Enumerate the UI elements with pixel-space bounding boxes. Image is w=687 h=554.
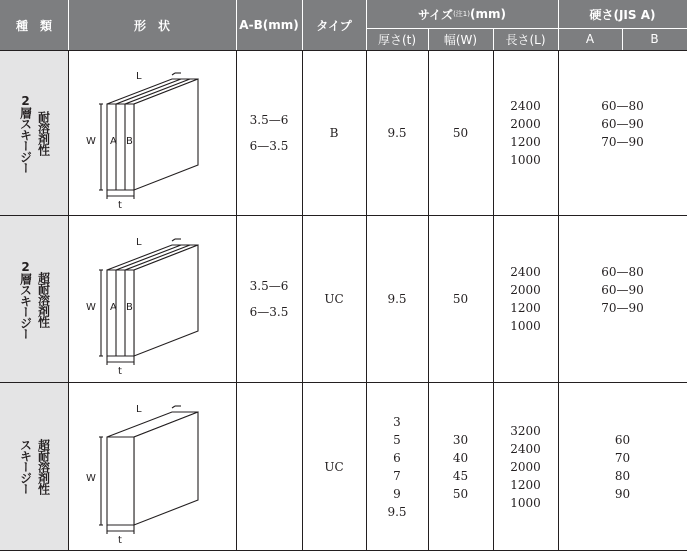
hardness-cell	[558, 383, 687, 550]
type-label: 耐溶剤性	[36, 111, 51, 155]
hardness-value: 60	[614, 432, 631, 447]
hardness-value: 60—80	[601, 265, 644, 279]
length-value: 1000	[510, 495, 541, 510]
header-divider	[302, 0, 303, 50]
thickness-value: 3	[393, 414, 401, 429]
label-t: t	[118, 366, 122, 377]
label-W: W	[86, 302, 96, 313]
type-cell	[0, 383, 68, 550]
hardness-cell	[558, 207, 687, 373]
thickness-value: 9	[393, 486, 401, 501]
thickness-value: 9.5	[387, 504, 407, 519]
thickness-cell	[366, 383, 428, 550]
length-cell	[493, 51, 558, 215]
header-hard-b: B	[622, 28, 687, 50]
length-value: 1200	[510, 301, 541, 315]
header-type: 種 類	[0, 0, 68, 50]
hardness-value: 90	[614, 486, 631, 501]
header-ab: A-B(mm)	[236, 0, 302, 50]
thickness-cell: 9.5	[387, 126, 407, 140]
label-A: A	[110, 302, 117, 313]
row-divider	[0, 50, 687, 51]
type-label: 2層スキージー	[18, 259, 33, 339]
label-L: L	[136, 237, 142, 248]
header-size-main: サイズ	[418, 7, 454, 22]
length-value: 2400	[510, 441, 541, 456]
column-divider	[493, 50, 494, 551]
header-taipu: タイプ	[302, 0, 366, 50]
header-divider	[428, 28, 429, 50]
header-divider	[68, 0, 69, 50]
type-label: 2層スキージー	[18, 93, 33, 173]
ab-value: 6—3.5	[249, 305, 289, 319]
length-value: 2000	[510, 283, 541, 297]
length-value: 1000	[510, 319, 541, 333]
hardness-cell	[558, 42, 687, 206]
single-layer-squeegee-diagram	[69, 383, 236, 550]
header-divider	[493, 28, 494, 50]
hardness-value: 60—90	[601, 283, 644, 297]
header-shape: 形 状	[68, 0, 236, 50]
hardness-value: 60—90	[601, 117, 644, 131]
type-label: 超耐溶剤性	[36, 439, 51, 494]
shape-diagram	[69, 51, 236, 215]
length-value: 1200	[510, 477, 541, 492]
width-value: 30	[452, 432, 469, 447]
header-length: 長さ(L)	[493, 28, 558, 50]
shape-diagram	[69, 383, 236, 550]
header-thickness: 厚さ(t)	[366, 28, 428, 50]
length-value: 2400	[510, 99, 541, 113]
width-cell	[428, 383, 493, 550]
hardness-value: 60—80	[601, 99, 644, 113]
hardness-value: 70	[614, 450, 631, 465]
header-hardness: 硬さ(JIS A)	[558, 0, 687, 28]
width-value: 45	[452, 468, 469, 483]
taipu-cell: UC	[324, 459, 344, 474]
row-divider	[0, 215, 687, 216]
type-label: スキージー	[18, 439, 33, 494]
thickness-cell: 9.5	[387, 292, 407, 306]
length-value: 3200	[510, 423, 541, 438]
header-size-note: (注1)	[453, 10, 470, 18]
hardness-value: 80	[614, 468, 631, 483]
column-divider	[68, 50, 69, 551]
column-divider	[302, 50, 303, 551]
length-value: 1000	[510, 153, 541, 167]
length-value: 2000	[510, 459, 541, 474]
thickness-value: 7	[393, 468, 401, 483]
thickness-value: 6	[393, 450, 401, 465]
taipu-cell: B	[329, 126, 339, 140]
label-t: t	[118, 200, 122, 211]
taipu-cell: UC	[324, 292, 344, 306]
ab-value: 6—3.5	[249, 139, 289, 153]
width-value: 50	[452, 486, 469, 501]
label-W: W	[86, 473, 96, 484]
ab-value: 3.5—6	[249, 279, 289, 293]
column-divider	[428, 50, 429, 551]
length-cell	[493, 216, 558, 382]
length-value: 1200	[510, 135, 541, 149]
hardness-value: 70—90	[601, 135, 644, 149]
width-cell: 50	[452, 292, 469, 306]
ab-cell	[236, 216, 302, 382]
length-cell	[493, 383, 558, 550]
column-divider	[558, 50, 559, 551]
shape-diagram	[69, 216, 236, 382]
header-width: 幅(W)	[428, 28, 493, 50]
label-B: B	[126, 302, 133, 313]
thickness-value: 5	[393, 432, 401, 447]
header-divider	[366, 0, 367, 50]
hardness-value: 70—90	[601, 301, 644, 315]
header-hard-a: A	[558, 28, 622, 50]
label-L: L	[136, 71, 142, 82]
width-value: 40	[452, 450, 469, 465]
header-divider	[366, 28, 687, 29]
header-divider	[236, 0, 237, 50]
length-value: 2400	[510, 265, 541, 279]
ab-cell	[236, 51, 302, 215]
type-cell	[0, 51, 68, 215]
label-t: t	[118, 535, 122, 546]
ab-value: 3.5—6	[249, 113, 289, 127]
label-L: L	[136, 404, 142, 415]
type-label: 超耐溶剤性	[36, 271, 51, 327]
header-size	[366, 0, 558, 28]
label-B: B	[126, 136, 133, 147]
row-divider	[0, 550, 687, 551]
column-divider	[366, 50, 367, 551]
two-layer-squeegee-diagram	[69, 51, 236, 215]
column-divider	[236, 50, 237, 551]
two-layer-squeegee-diagram	[69, 216, 236, 382]
label-W: W	[86, 136, 96, 147]
type-cell	[0, 216, 68, 382]
row-divider	[0, 382, 687, 383]
length-value: 2000	[510, 117, 541, 131]
header-size-unit: (mm)	[469, 7, 506, 21]
label-A: A	[110, 136, 117, 147]
width-cell: 50	[452, 126, 469, 140]
